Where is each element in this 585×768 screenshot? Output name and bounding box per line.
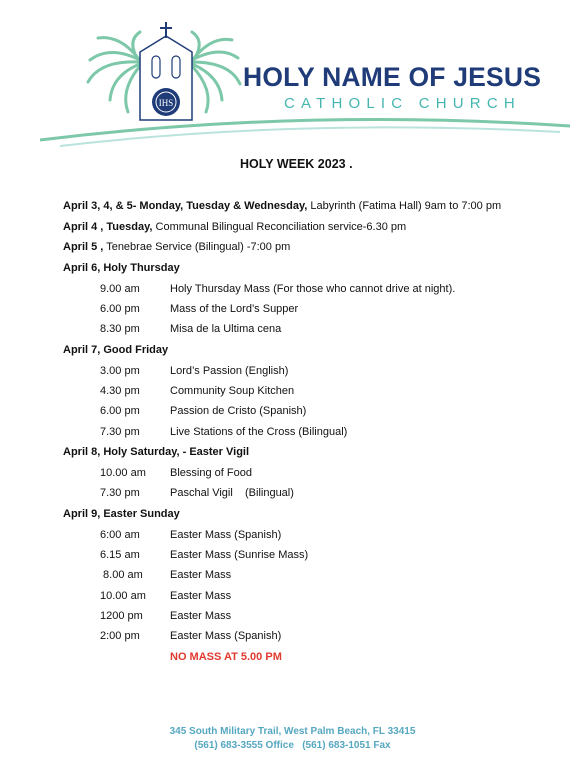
footer-address: 345 South Military Trail, West Palm Beach, FL 33415: [169, 726, 416, 737]
church-building-icon: [140, 22, 192, 120]
day-heading: April 7, Good Friday: [63, 344, 169, 356]
event-desc: Passion de Cristo (Spanish): [170, 405, 307, 417]
palm-right-icon: [192, 32, 240, 112]
event-desc: Paschal Vigil (Bilingual): [170, 487, 294, 499]
event-desc: Live Stations of the Cross (Bilingual): [170, 426, 348, 438]
intro-date: April 4 , Tuesday,: [63, 221, 153, 233]
svg-text:IHS: IHS: [158, 98, 174, 108]
event-time: 6.00 pm: [100, 303, 140, 315]
intro-text: Tenebrae Service (Bilingual) -7:00 pm: [103, 241, 291, 253]
no-mass-notice: NO MASS AT 5.00 PM: [170, 651, 282, 663]
church-subtitle: CATHOLIC CHURCH: [284, 95, 521, 112]
event-desc: Easter Mass (Sunrise Mass): [170, 549, 309, 561]
event-time: 6:00 am: [100, 529, 140, 541]
footer-phones: (561) 683-3555 Office (561) 683-1051 Fax: [194, 740, 391, 751]
intro-line: [63, 200, 501, 212]
event-desc: Mass of the Lord’s Supper: [170, 303, 299, 315]
day-heading: April 9, Easter Sunday: [63, 508, 180, 520]
day-heading: April 8, Holy Saturday, - Easter Vigil: [63, 446, 250, 458]
day-heading: April 6, Holy Thursday: [63, 262, 180, 274]
event-desc: Easter Mass: [170, 590, 232, 602]
intro-text: Labyrinth (Fatima Hall) 9am to 7:00 pm: [307, 200, 502, 212]
event-time: 10.00 am: [100, 590, 146, 602]
event-time: 9.00 am: [100, 283, 140, 295]
intro-date: April 5 ,: [63, 241, 104, 253]
event-desc: Misa de la Ultima cena: [170, 323, 282, 335]
intro-text: Communal Bilingual Reconciliation service-6.30 pm: [152, 221, 407, 233]
event-desc: Lord’s Passion (English): [170, 365, 289, 377]
event-desc: Holy Thursday Mass (For those who cannot drive at night).: [170, 283, 456, 295]
event-desc: Easter Mass (Spanish): [170, 529, 282, 541]
event-time: 4.30 pm: [100, 385, 140, 397]
event-time: 7.30 pm: [100, 426, 140, 438]
palm-left-icon: [88, 32, 140, 112]
event-time: 1200 pm: [100, 610, 143, 622]
event-time: 8.00 am: [100, 569, 143, 581]
event-desc: Easter Mass: [170, 569, 232, 581]
intro-line: [63, 221, 406, 233]
event-desc: Community Soup Kitchen: [170, 385, 295, 397]
event-time: 8.30 pm: [100, 323, 140, 335]
intro-line: [63, 241, 290, 253]
church-header: [0, 0, 585, 150]
event-time: 6.00 pm: [100, 405, 140, 417]
event-desc: Easter Mass: [170, 610, 232, 622]
intro-date: April 3, 4, & 5- Monday, Tuesday & Wednesday,: [63, 200, 308, 212]
event-desc: Blessing of Food: [170, 467, 252, 479]
event-time: 6.15 am: [100, 549, 140, 561]
event-time: 7.30 pm: [100, 487, 140, 499]
page-title: HOLY WEEK 2023 .: [240, 157, 353, 171]
event-time: 3.00 pm: [100, 365, 140, 377]
church-name: HOLY NAME OF JESUS: [243, 62, 542, 92]
event-desc: Easter Mass (Spanish): [170, 630, 282, 642]
event-time: 2:00 pm: [100, 630, 140, 642]
event-time: 10.00 am: [100, 467, 146, 479]
